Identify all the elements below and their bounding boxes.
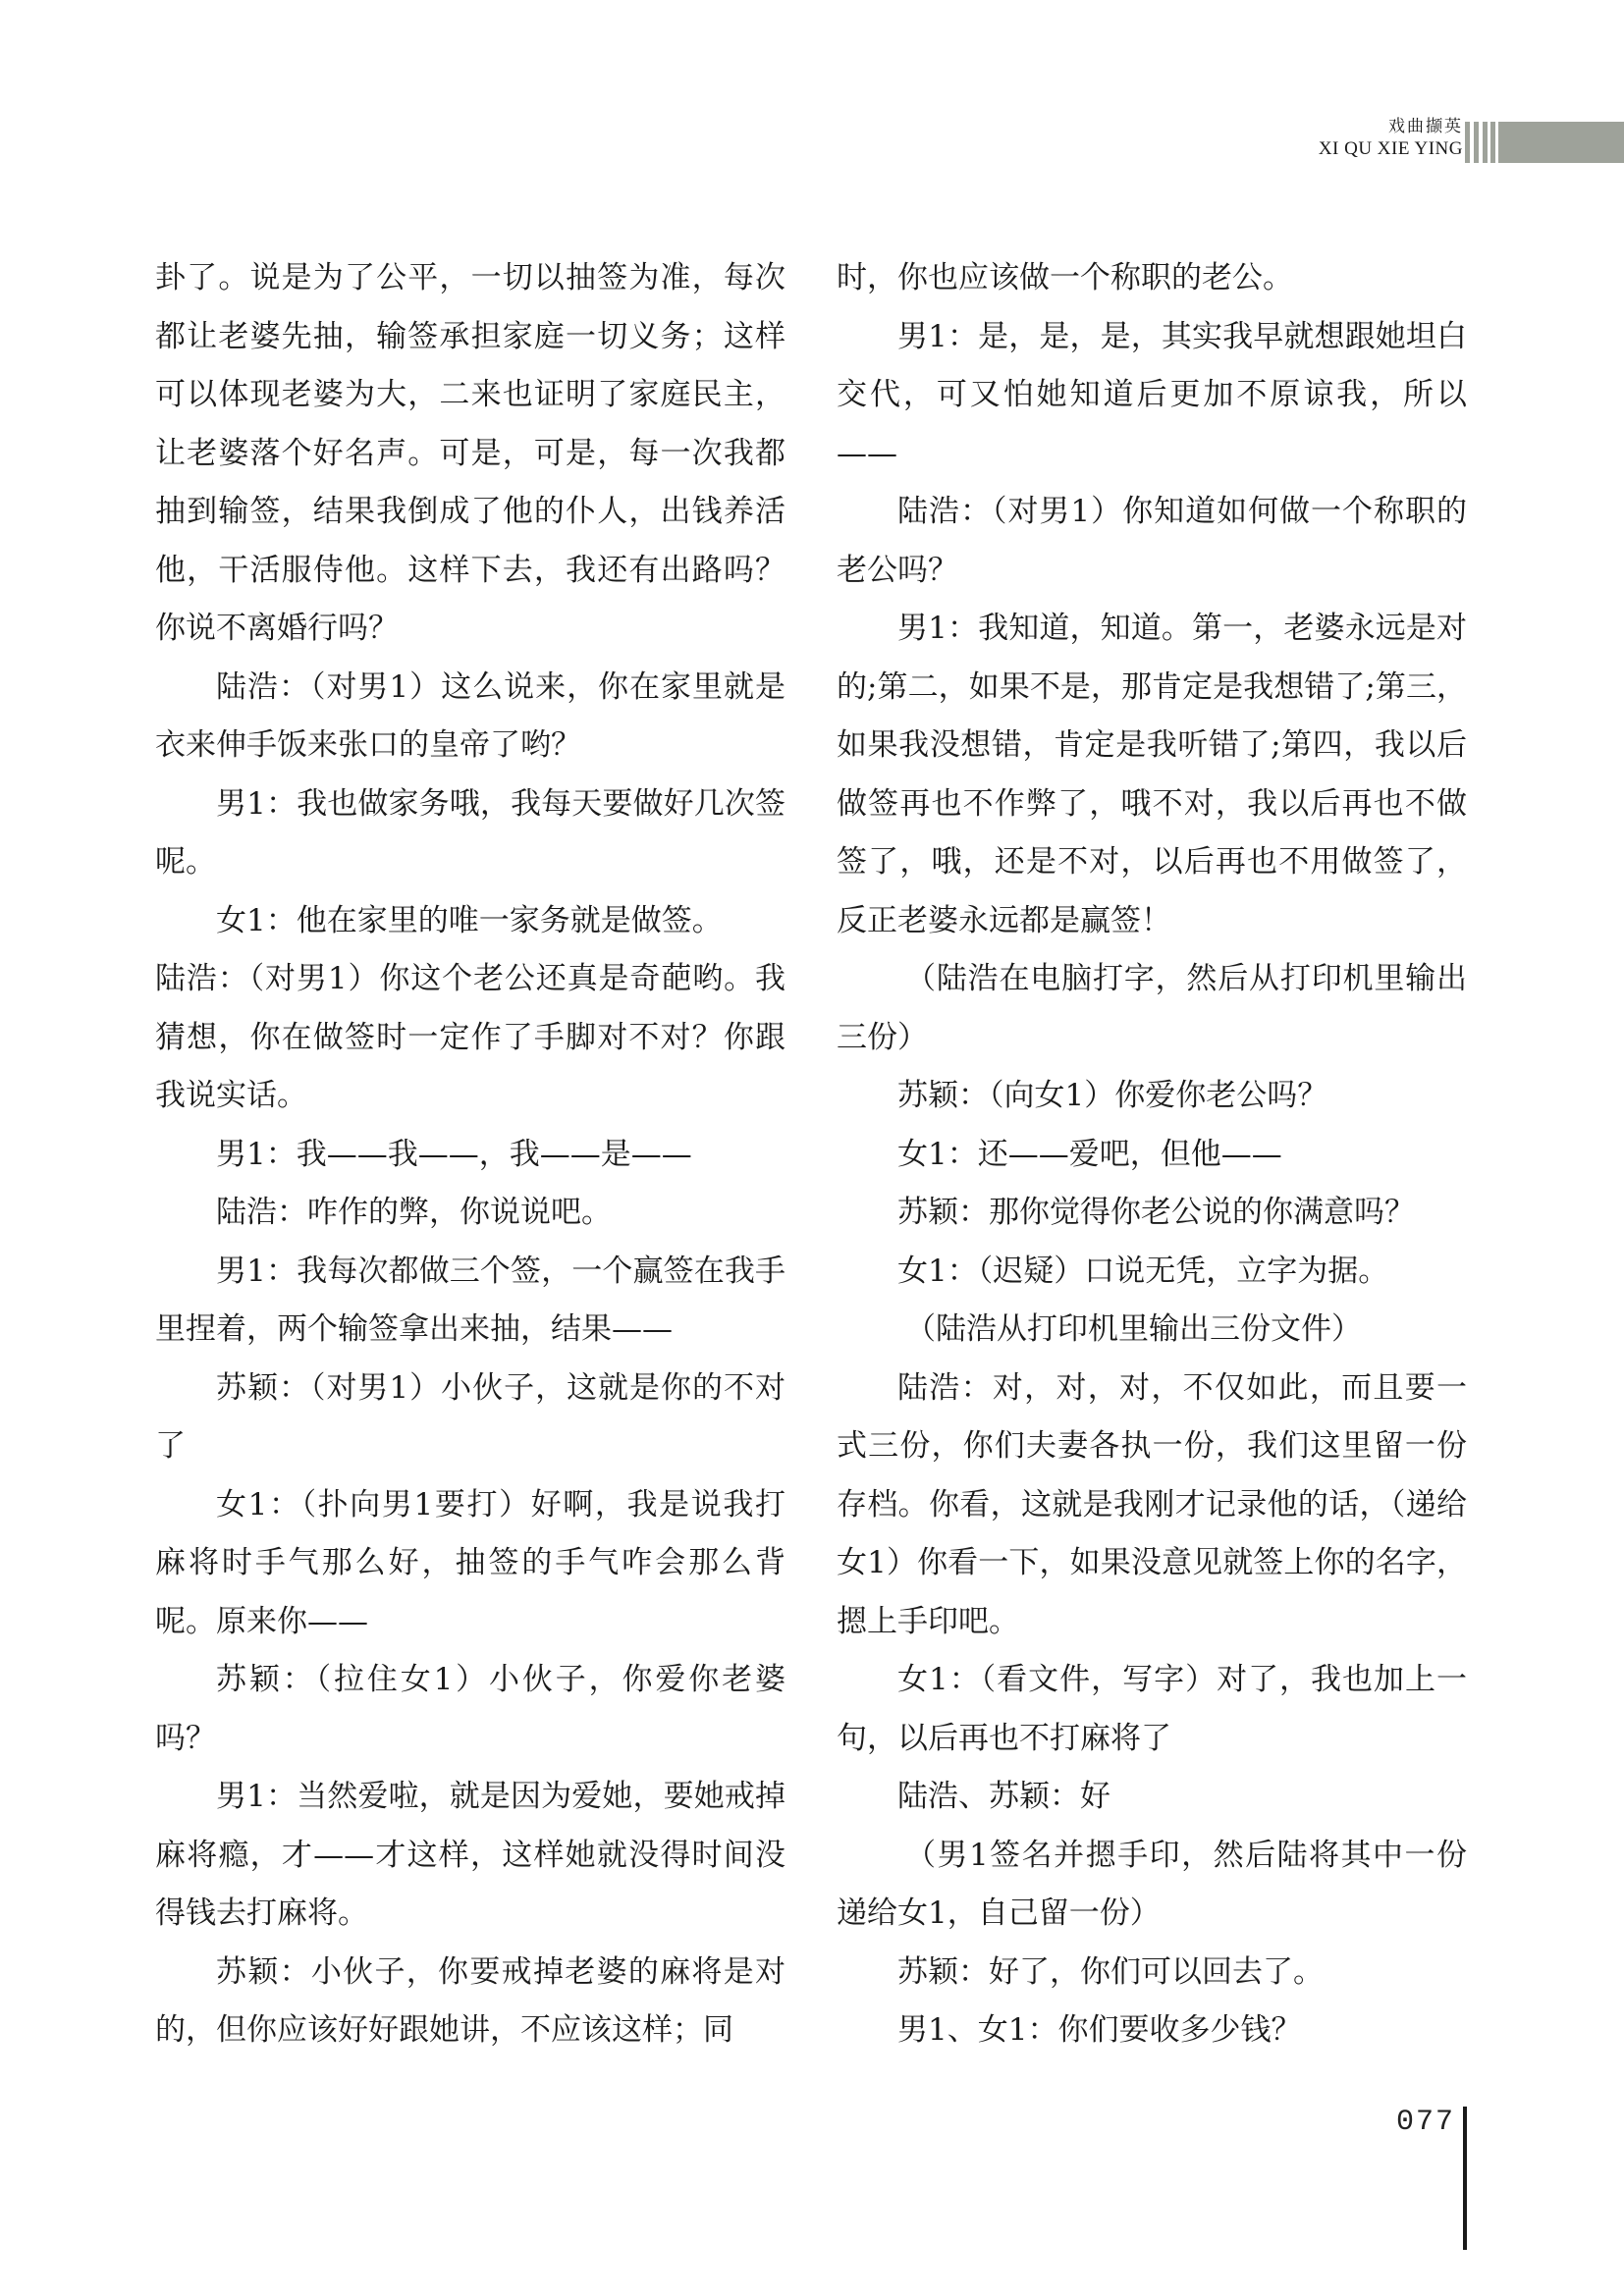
- paragraph: 男1：我知道，知道。第一，老婆永远是对的;第二，如果不是，那肯定是我想错了;第三，如果我没想错，肯定是我听错了;第四，我以后做签再也不作弊了，哦不对，我以后再也不做签了，哦，还是不对，以后再也不用做签了，反正老婆永远都是赢签！: [837, 611, 1467, 938]
- header-bar: [1490, 122, 1495, 163]
- running-header: [1267, 116, 1463, 161]
- stage-direction: （男1签名并摁手印，然后陆将其中一份递给女1，自己留一份）: [837, 1837, 1467, 1931]
- paragraph: 卦了。说是为了公平，一切以抽签为准，每次都让老婆先抽，输签承担家庭一切义务；这样可以体现老婆为大，二来也证明了家庭民主，让老婆落个好名声。可是，可是，每一次我都抽到输签，结果我倒成了他的仆人，出钱养活他，干活服侍他。这样下去，我还有出路吗？你说不离婚行吗？: [155, 260, 785, 646]
- paragraph: 女1：（看文件，写字）对了，我也加上一句，以后再也不打麻将了: [837, 1662, 1467, 1756]
- paragraph: 男1、女1：你们要收多少钱？: [897, 2012, 1302, 2048]
- paragraph: 陆浩：（对男1）你这个老公还真是奇葩哟。我猜想，你在做签时一定作了手脚对不对？你跟我说实话。: [155, 961, 785, 1113]
- paragraph: 陆浩：咋作的弊，你说说吧。: [216, 1195, 612, 1230]
- paragraph: 苏颖：那你觉得你老公说的你满意吗？: [897, 1195, 1415, 1230]
- paragraph: 女1：他在家里的唯一家务就是做签。: [216, 902, 723, 938]
- right-text-column: [837, 249, 1467, 2060]
- stage-direction: （陆浩在电脑打字，然后从打印机里输出三份）: [837, 961, 1467, 1055]
- page-number-rule: [1463, 2107, 1467, 2250]
- paragraph: 男1：我每次都做三个签，一个赢签在我手里捏着，两个输签拿出来抽，结果——: [155, 1253, 785, 1347]
- paragraph: 苏颖：（对男1）小伙子，这就是你的不对了: [155, 1369, 785, 1464]
- paragraph: 陆浩：（对男1）这么说来，你在家里就是衣来伸手饭来张口的皇帝了哟？: [155, 668, 785, 763]
- section-title-pinyin: XI QU XIE YING: [1318, 138, 1463, 159]
- page-number: 077: [1395, 2106, 1455, 2139]
- section-title-chinese: 戏曲撷英: [1388, 117, 1463, 136]
- stage-direction: （陆浩从打印机里输出三份文件）: [905, 1311, 1362, 1347]
- paragraph: 男1：我也做家务哦，我每天要做好几次签呢。: [155, 785, 785, 880]
- paragraph: 时，你也应该做一个称职的老公。: [837, 260, 1293, 295]
- paragraph: 苏颖：（拉住女1）小伙子，你爱你老婆吗？: [155, 1662, 785, 1756]
- paragraph: 苏颖：小伙子，你要戒掉老婆的麻将是对的，但你应该好好跟她讲，不应该这样；同: [155, 1953, 785, 2048]
- header-bar: [1474, 122, 1479, 163]
- paragraph: 苏颖：（向女1）你爱你老公吗？: [897, 1078, 1328, 1113]
- left-text-column: [155, 249, 785, 2060]
- paragraph: 女1：还——爱吧，但他——: [897, 1136, 1282, 1172]
- header-bar: [1483, 122, 1488, 163]
- paragraph: 女1：（扑向男1要打）好啊，我是说我打麻将时手气那么好，抽签的手气咋会那么背呢。原来你——: [155, 1486, 785, 1639]
- paragraph: 陆浩、苏颖：好: [897, 1779, 1110, 1814]
- paragraph: 女1：（迟疑）口说无凭，立字为据。: [897, 1253, 1389, 1289]
- header-decoration-bars: [1463, 122, 1624, 163]
- paragraph: 男1：我——我——，我——是——: [216, 1136, 692, 1172]
- header-bar: [1465, 122, 1470, 163]
- paragraph: 陆浩：（对男1）你知道如何做一个称职的老公吗？: [837, 494, 1467, 588]
- paragraph: 陆浩：对，对，对，不仅如此，而且要一式三份，你们夫妻各执一份，我们这里留一份存档。你看，这就是我刚才记录他的话，（递给女1）你看一下，如果没意见就签上你的名字，摁上手印吧。: [837, 1369, 1467, 1639]
- paragraph: 男1：当然爱啦，就是因为爱她，要她戒掉麻将瘾，才——才这样，这样她就没得时间没得钱去打麻将。: [155, 1779, 785, 1931]
- paragraph: 男1：是，是，是，其实我早就想跟她坦白交代，可又怕她知道后更加不原谅我，所以——: [837, 318, 1467, 471]
- paragraph: 苏颖：好了，你们可以回去了。: [897, 1953, 1324, 1990]
- header-block: [1498, 122, 1624, 163]
